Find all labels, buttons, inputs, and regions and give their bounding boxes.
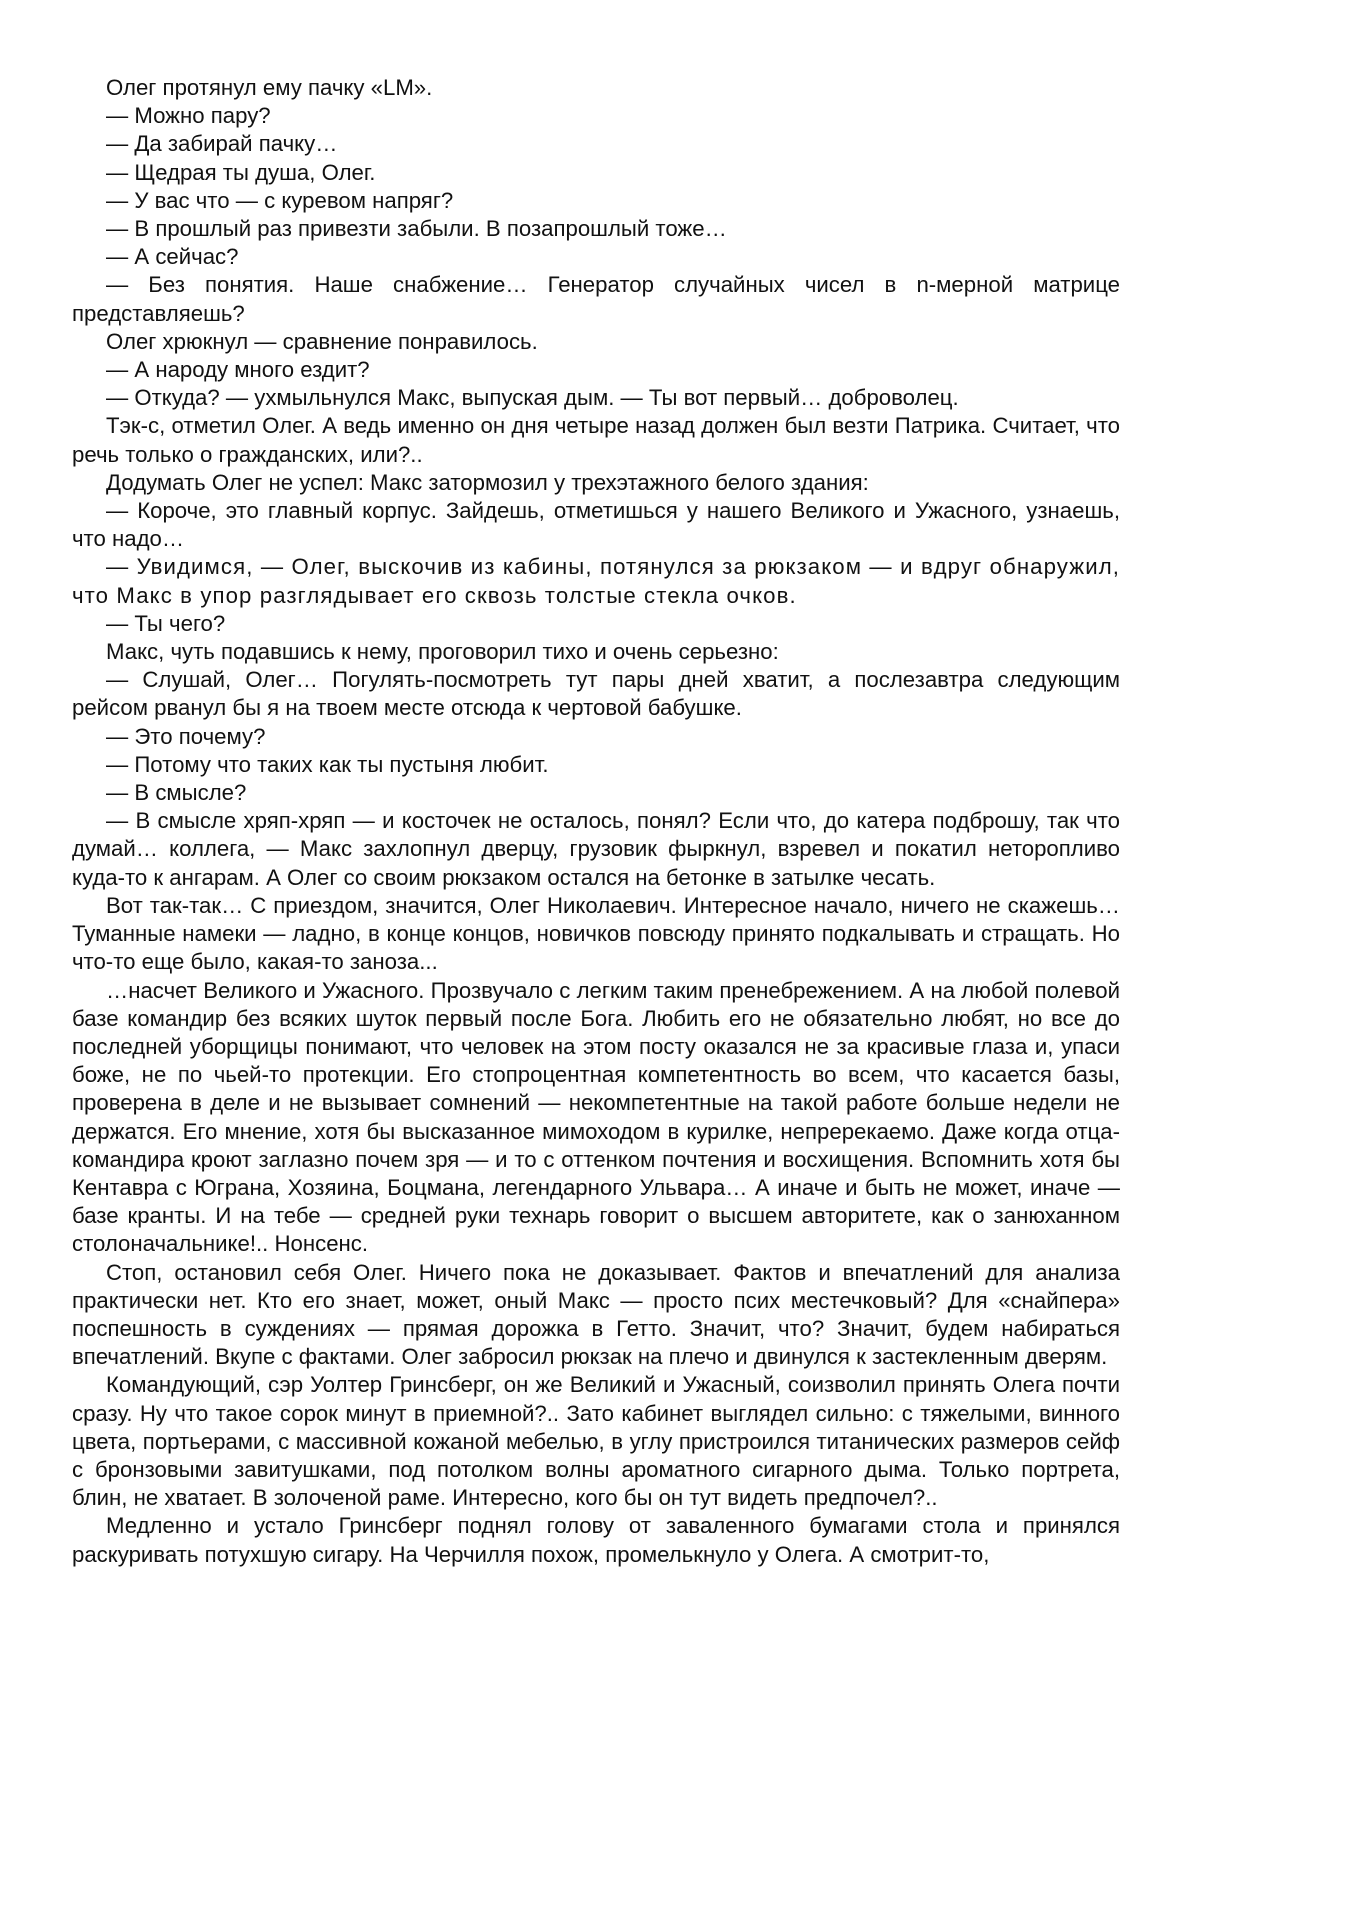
paragraph-4: — Щедрая ты душа, Олег. xyxy=(106,159,376,185)
paragraph-1: Олег протянул ему пачку «LM». xyxy=(106,75,433,100)
paragraph-8: — Без понятия. Наше снабжение… Генератор случайных чисел в n-мерной матрице представляешь? xyxy=(72,272,1120,326)
paragraph-12: Тэк-с, отметил Олег. А ведь именно он дня четыре назад должен был везти Патрика. Считает, что речь только о гражданских, или?.. xyxy=(72,413,1120,467)
paragraph-15: — Увидимся, — Олег, выскочив из кабины, потянулся за рюкзаком — и вдруг обнаружил, что Макс в упор разглядывает его сквозь толстые стекла очков. xyxy=(72,554,1120,608)
document-page xyxy=(72,74,1120,1569)
paragraph-22: — В смысле хряп-хряп — и косточек не осталось, понял? Если что, до катера подброшу, так что думай… коллега, — Макс захлопнул дверцу, грузовик фыркнул, взревел и покатил неторопливо куда-то к ангарам. А Олег со своим рюкзаком остался на бетонке в затылке чесать. xyxy=(72,808,1120,890)
paragraph-2: — Можно пару? xyxy=(106,103,271,129)
paragraph-17: Макс, чуть подавшись к нему, проговорил тихо и очень серьезно: xyxy=(106,639,779,665)
paragraph-18: — Слушай, Олег… Погулять-посмотреть тут пары дней хватит, а послезавтра следующим рейсом рванул бы я на твоем месте отсюда к чертовой бабушке. xyxy=(72,667,1120,721)
paragraph-20: — Потому что таких как ты пустыня любит. xyxy=(106,751,549,777)
paragraph-13: Додумать Олег не успел: Макс затормозил у трехэтажного белого здания: xyxy=(106,469,869,495)
paragraph-14: — Короче, это главный корпус. Зайдешь, отметишься у нашего Великого и Ужасного, узнаешь, что надо… xyxy=(72,498,1120,552)
paragraph-25: Стоп, остановил себя Олег. Ничего пока не доказывает. Фактов и впечатлений для анализа практически нет. Кто его знает, может, оный Макс — просто псих местечковый? Для «снайпера» поспешность в суждениях — прямая дорожка в Гетто. Значит, что? Значит, будем набираться впечатлений. Вкупе с фактами. Олег забросил рюкзак на плечо и двинулся к застекленным дверям. xyxy=(72,1259,1120,1370)
paragraph-9: Олег хрюкнул — сравнение понравилось. xyxy=(106,328,538,354)
paragraph-21: — В смысле? xyxy=(106,780,247,806)
paragraph-27: Медленно и устало Гринсберг поднял голову от заваленного бумагами стола и принялся раскуривать потухшую сигару. На Черчилля похож, промелькнуло у Олега. А смотрит-то, xyxy=(72,1513,1120,1567)
paragraph-26: Командующий, сэр Уолтер Гринсберг, он же Великий и Ужасный, соизволил принять Олега почти сразу. Ну что такое сорок минут в приемной?.. Зато кабинет выглядел сильно: с тяжелыми, винного цвета, портьерами, с массивной кожаной мебелью, в углу пристроился титанических размеров сейф с бронзовыми завитушками, под потолком волны ароматного сигарного дыма. Только портрета, блин, не хватает. В золоченой раме. Интересно, кого бы он тут видеть предпочел?.. xyxy=(72,1372,1120,1511)
paragraph-11: — Откуда? — ухмыльнулся Макс, выпуская дым. — Ты вот первый… доброволец. xyxy=(106,385,959,411)
paragraph-10: — А народу много ездит? xyxy=(106,357,370,383)
paragraph-24: …насчет Великого и Ужасного. Прозвучало с легким таким пренебрежением. А на любой полевой базе командир без всяких шуток первый после Бога. Любить его не обязательно любят, но все до последней уборщицы понимают, что человек на этом посту оказался не за красивые глаза и, упаси боже, не по чьей-то протекции. Его стопроцентная компетентность во всем, что касается базы, проверена в деле и не вызывает сомнений — некомпетентные на такой работе больше недели не держатся. Его мнение, хотя бы высказанное мимоходом в курилке, непререкаемо. Даже когда отца-командира кроют заглазно почем зря — и то с оттенком почтения и восхищения. Вспомнить хотя бы Кентавра с Юграна, Хозяина, Боцмана, легендарного Ульвара… А иначе и быть не может, иначе — базе кранты. И на тебе — средней руки технарь говорит о высшем авторитете, как о занюханном столоначальнике!.. Нонсенс. xyxy=(72,977,1120,1257)
paragraph-19: — Это почему? xyxy=(106,723,266,749)
paragraph-5: — У вас что — с куревом напряг? xyxy=(106,187,454,213)
paragraph-7: — А сейчас? xyxy=(106,244,239,270)
paragraph-16: — Ты чего? xyxy=(106,610,226,636)
paragraph-6: — В прошлый раз привезти забыли. В позапрошлый тоже… xyxy=(106,216,727,242)
paragraph-23: Вот так-так… С приездом, значится, Олег Николаевич. Интересное начало, ничего не скажешь… Туманные намеки — ладно, в конце концов, новичков повсюду принято подкалывать и стращать. Но что-то еще было, какая-то заноза... xyxy=(72,892,1120,975)
paragraph-3: — Да забирай пачку… xyxy=(106,131,338,157)
